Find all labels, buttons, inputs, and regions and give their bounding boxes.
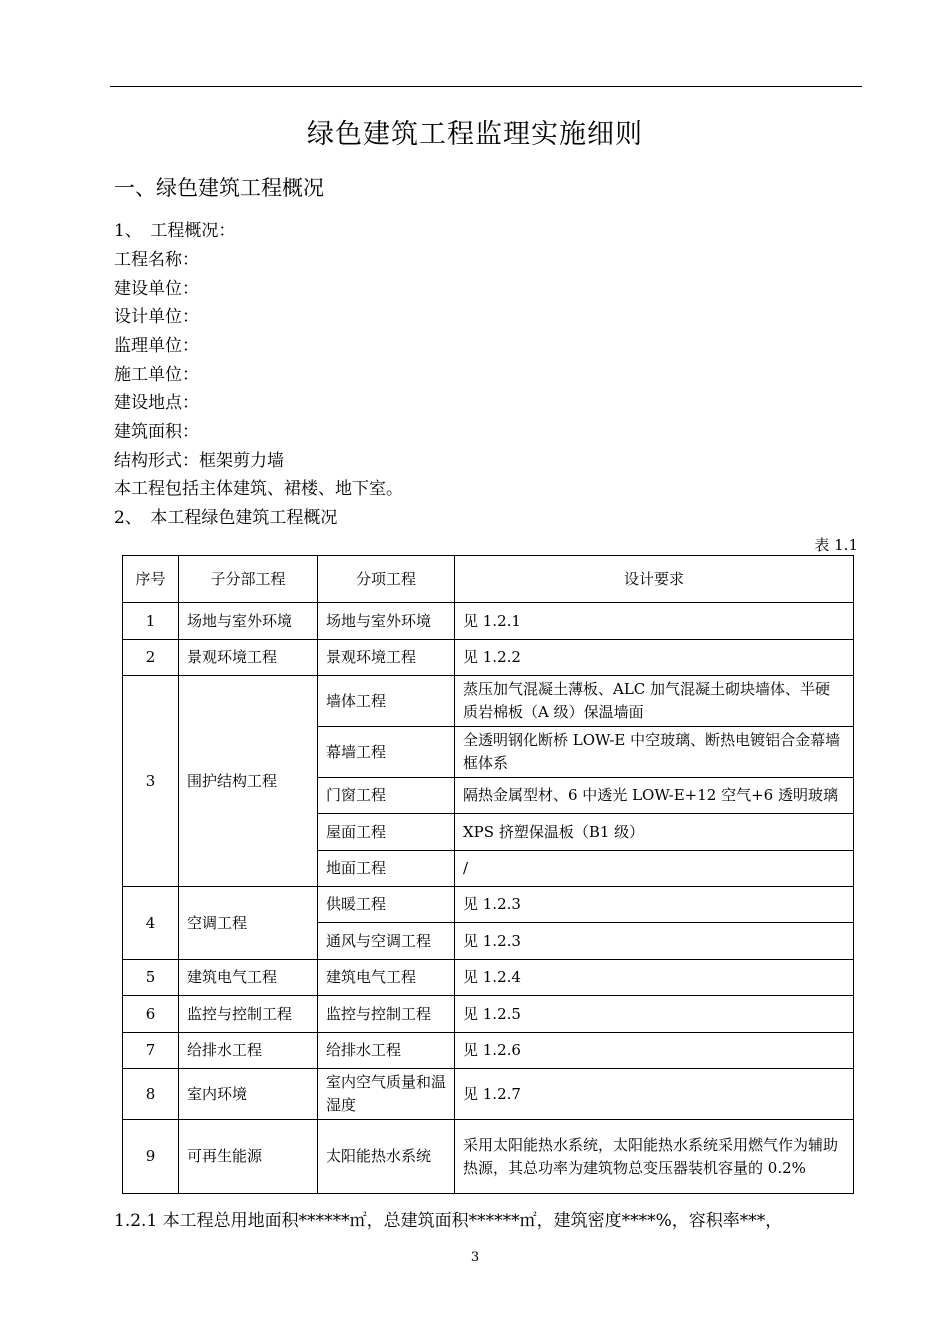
table-header-row — [123, 556, 854, 603]
cell-subdivision: 室内环境 — [179, 1069, 318, 1120]
cell-item: 幕墙工程 — [318, 727, 455, 778]
cell-requirement: XPS 挤塑保温板（B1 级） — [455, 814, 854, 851]
col-header-subdivision: 子分部工程 — [179, 556, 318, 603]
table-row — [123, 887, 854, 923]
table-row — [123, 1120, 854, 1194]
cell-requirement: 见 1.2.3 — [455, 923, 854, 960]
scope-note: 本工程包括主体建筑、裙楼、地下室。 — [114, 479, 403, 499]
table-row — [123, 1069, 854, 1120]
cell-no: 1 — [123, 603, 179, 640]
cell-requirement: 见 1.2.4 — [455, 960, 854, 996]
cell-subdivision: 给排水工程 — [179, 1033, 318, 1069]
cell-subdivision: 空调工程 — [179, 887, 318, 960]
overview-2-heading: 2、 本工程绿色建筑工程概况 — [114, 508, 338, 528]
cell-item: 建筑电气工程 — [318, 960, 455, 996]
cell-no: 2 — [123, 640, 179, 676]
cell-requirement: 隔热金属型材、6 中透光 LOW-E+12 空气+6 透明玻璃 — [455, 778, 854, 814]
cell-item: 地面工程 — [318, 851, 455, 887]
col-header-item: 分项工程 — [318, 556, 455, 603]
field-area: 建筑面积： — [114, 422, 199, 442]
field-project-name: 工程名称： — [114, 250, 199, 270]
cell-requirement: 见 1.2.7 — [455, 1069, 854, 1120]
overview-heading: 1、 工程概况： — [114, 221, 236, 241]
green-building-table — [122, 555, 854, 1194]
cell-item: 通风与空调工程 — [318, 923, 455, 960]
cell-item: 监控与控制工程 — [318, 996, 455, 1033]
field-contractor: 施工单位： — [114, 365, 199, 385]
cell-item: 室内空气质量和温湿度 — [318, 1069, 455, 1120]
col-header-requirement: 设计要求 — [455, 556, 854, 603]
field-structure: 结构形式：框架剪力墙 — [114, 451, 284, 471]
cell-requirement: 见 1.2.5 — [455, 996, 854, 1033]
table-row — [123, 640, 854, 676]
table-row — [123, 996, 854, 1033]
cell-subdivision: 可再生能源 — [179, 1120, 318, 1194]
cell-requirement: 见 1.2.6 — [455, 1033, 854, 1069]
section-heading: 一、绿色建筑工程概况 — [114, 176, 324, 200]
document-title: 绿色建筑工程监理实施细则 — [307, 119, 643, 150]
cell-no: 6 — [123, 996, 179, 1033]
cell-no: 3 — [123, 676, 179, 887]
cell-subdivision: 监控与控制工程 — [179, 996, 318, 1033]
cell-no: 7 — [123, 1033, 179, 1069]
cell-subdivision: 围护结构工程 — [179, 676, 318, 887]
cell-item: 墙体工程 — [318, 676, 455, 727]
field-location: 建设地点： — [114, 393, 199, 413]
cell-item: 景观环境工程 — [318, 640, 455, 676]
cell-requirement: 采用太阳能热水系统，太阳能热水系统采用燃气作为辅助热源，其总功率为建筑物总变压器装机容量的 0.2% — [455, 1120, 854, 1194]
cell-requirement: 见 1.2.1 — [455, 603, 854, 640]
cell-subdivision: 建筑电气工程 — [179, 960, 318, 996]
cell-subdivision: 景观环境工程 — [179, 640, 318, 676]
header-rule — [110, 86, 862, 87]
cell-requirement: / — [455, 851, 854, 887]
cell-subdivision: 场地与室外环境 — [179, 603, 318, 640]
cell-item: 场地与室外环境 — [318, 603, 455, 640]
cell-item: 供暖工程 — [318, 887, 455, 923]
table-row — [123, 603, 854, 640]
section-1-2-1-text: 1.2.1 本工程总用地面积******㎡，总建筑面积******㎡，建筑密度****%，容积率***， — [114, 1211, 783, 1231]
table-row — [123, 1033, 854, 1069]
col-header-no: 序号 — [123, 556, 179, 603]
cell-item: 屋面工程 — [318, 814, 455, 851]
cell-item: 门窗工程 — [318, 778, 455, 814]
table-row — [123, 960, 854, 996]
cell-no: 5 — [123, 960, 179, 996]
cell-no: 8 — [123, 1069, 179, 1120]
table-caption: 表 1.1 — [814, 536, 858, 554]
field-owner: 建设单位： — [114, 279, 199, 299]
cell-item: 太阳能热水系统 — [318, 1120, 455, 1194]
cell-no: 4 — [123, 887, 179, 960]
cell-requirement: 全透明钢化断桥 LOW-E 中空玻璃、断热电镀铝合金幕墙框体系 — [455, 727, 854, 778]
cell-requirement: 蒸压加气混凝土薄板、ALC 加气混凝土砌块墙体、半硬质岩棉板（A 级）保温墙面 — [455, 676, 854, 727]
cell-requirement: 见 1.2.3 — [455, 887, 854, 923]
cell-item: 给排水工程 — [318, 1033, 455, 1069]
cell-no: 9 — [123, 1120, 179, 1194]
page-number: 3 — [470, 1250, 480, 1265]
field-supervisor: 监理单位： — [114, 336, 199, 356]
cell-requirement: 见 1.2.2 — [455, 640, 854, 676]
table-row — [123, 676, 854, 727]
field-designer: 设计单位： — [114, 307, 199, 327]
